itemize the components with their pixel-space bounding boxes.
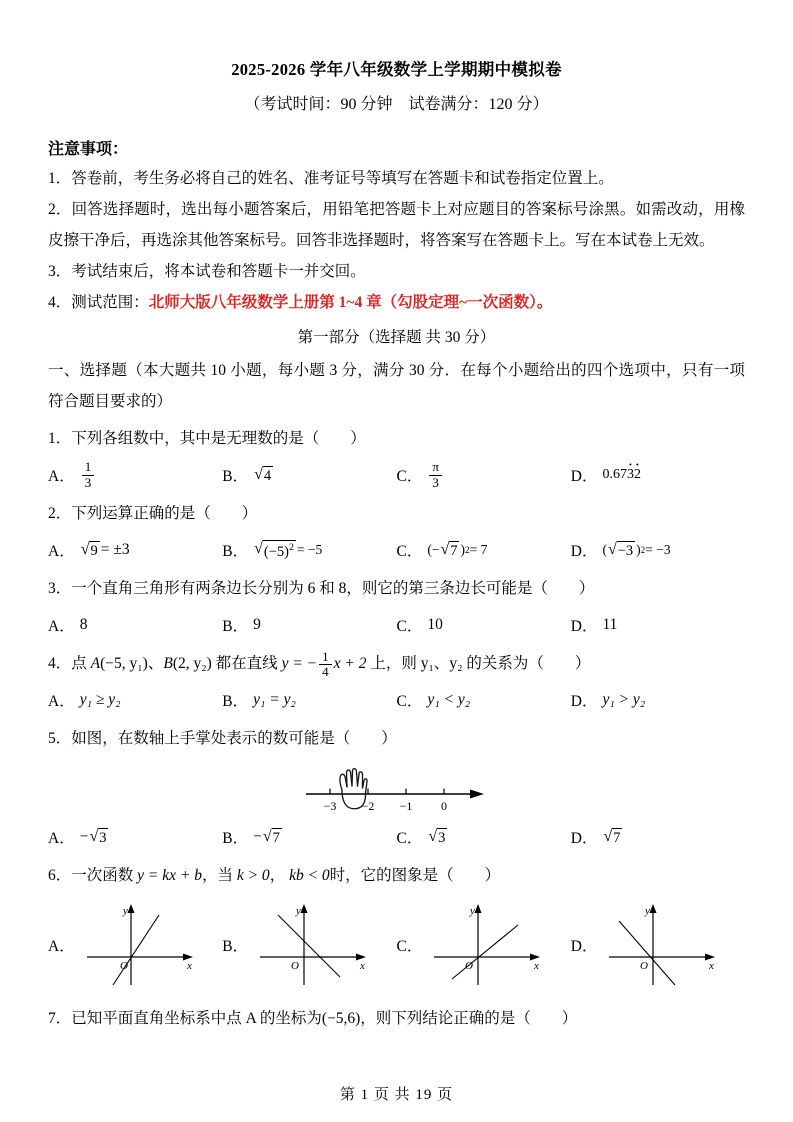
option-a-value: y₁ ≥ y₂ (79, 691, 121, 708)
y-axis-label: y (122, 905, 128, 917)
option-d-value: 11 (602, 616, 618, 633)
exam-subtitle: （考试时间：90 分钟 试卷满分：120 分） (244, 96, 549, 113)
option-d-value (602, 828, 623, 847)
option-c-label: C． (396, 693, 423, 710)
sqrt-icon: √ 3 (428, 827, 446, 846)
option-a[interactable] (48, 458, 222, 492)
option-c-label: C． (396, 618, 423, 635)
option-a[interactable] (48, 533, 222, 567)
fraction-one-fourth (319, 650, 332, 679)
repeating-digit-1: · 3 (627, 467, 634, 483)
paren-close: ) (636, 542, 641, 557)
question-3-options (48, 608, 745, 642)
fraction-denominator: 3 (432, 474, 439, 490)
option-b-value (253, 466, 274, 485)
part-one-heading: 第一部分（选择题 共 30 分） (297, 329, 496, 346)
sqrt-argument: 7 (613, 829, 621, 846)
point-b-name: B (163, 655, 173, 672)
notices-list (48, 163, 745, 318)
option-b-label: B． (222, 830, 249, 847)
question-6-stem-part-3: ， (269, 867, 286, 884)
option-d-label: D． (570, 618, 598, 635)
question-4-options (48, 683, 745, 717)
expression-tail: = 7 (469, 542, 488, 557)
sqrt-icon: √ 3 (89, 827, 107, 846)
option-a[interactable] (48, 899, 222, 991)
option-c-label: C． (396, 543, 423, 560)
y-axis-label: y (645, 905, 651, 917)
option-d[interactable] (571, 683, 745, 717)
tick-label-minus1: −1 (399, 799, 412, 813)
option-c[interactable] (397, 608, 571, 642)
question-2 (48, 498, 745, 529)
page-title: 2025-2026 学年八年级数学上学期期中模拟卷 (231, 60, 562, 79)
option-a-label: A． (48, 543, 75, 560)
y-axis-label: y (470, 905, 476, 917)
option-d-label: D． (570, 468, 598, 485)
exponent: 2 (640, 545, 646, 555)
option-d-label: D． (570, 693, 598, 710)
number-line-with-hand-figure (302, 760, 492, 816)
question-1 (48, 423, 745, 454)
option-a-value (80, 460, 97, 489)
expression-tail: = −5 (296, 541, 323, 557)
option-d[interactable] (571, 458, 745, 492)
origin-label: O (119, 960, 128, 972)
option-a-label: A． (48, 693, 75, 710)
tick-label-minus3: −3 (323, 799, 336, 813)
sign: − (253, 828, 262, 845)
question-2-options (48, 533, 745, 567)
option-d-value (602, 541, 670, 560)
exponent: 2 (464, 545, 470, 555)
graph-a (79, 899, 204, 991)
question-6-equation: y = kx + b (137, 867, 202, 884)
question-7-stem: 7．已知平面直角坐标系中点 A 的坐标为(−5,6)，则下列结论正确的是（ ） (48, 1010, 578, 1027)
question-6-condition-2: kb < 0 (289, 867, 330, 884)
option-d[interactable] (571, 533, 745, 567)
graph-c (426, 899, 551, 991)
exponent: 2 (288, 541, 294, 553)
point-b-coords: (2, y₂) (172, 655, 212, 672)
question-6-stem-part-4: 时，它的图象是（ ） (329, 867, 501, 884)
option-a-label: A． (48, 830, 75, 847)
option-b-label: B． (222, 693, 249, 710)
option-c[interactable] (397, 683, 571, 717)
fraction-one-third (82, 460, 95, 489)
notices-heading: 注意事项： (48, 141, 129, 158)
question-5-stem: 5．如图，在数轴上手掌处表示的数可能是（ ） (48, 730, 397, 747)
fraction-numerator: 1 (82, 460, 95, 475)
option-d-value: y₁ > y₂ (602, 691, 646, 708)
option-c-value (427, 541, 487, 560)
sqrt-icon: √ 4 (254, 465, 272, 484)
option-c-value (427, 460, 444, 489)
sqrt-icon: √ 7 (262, 827, 280, 846)
paren-open: ( (602, 542, 607, 557)
graph-b (252, 899, 377, 991)
option-a-value (80, 541, 130, 560)
x-axis-label: x (360, 960, 365, 972)
option-c-value (427, 828, 448, 847)
sqrt-argument: 4 (263, 467, 272, 484)
option-d[interactable] (571, 899, 745, 991)
fraction-numerator: 1 (319, 650, 332, 665)
origin-label: O (640, 960, 649, 972)
expression-tail: = ±3 (100, 541, 130, 558)
option-b[interactable] (222, 899, 396, 991)
option-d-label: D． (570, 830, 598, 847)
option-c-value: 10 (427, 616, 443, 633)
paren-close: ) (460, 542, 465, 557)
option-a[interactable] (48, 820, 222, 854)
question-5-figure (48, 760, 745, 816)
option-d-label: D． (570, 543, 598, 560)
option-b[interactable] (222, 820, 396, 854)
notice-item-3: 3．考试结束后，将本试卷和答题卡一并交回。 (48, 263, 366, 280)
option-b-label: B． (222, 618, 249, 635)
tick-label-zero: 0 (440, 799, 447, 813)
sqrt-icon: √ 7 (440, 540, 458, 559)
option-b-value (253, 540, 322, 561)
x-axis-label: x (186, 960, 192, 972)
notice-item-4 (48, 287, 745, 318)
sqrt-argument: 7 (272, 829, 280, 846)
x-axis-label: x (709, 960, 715, 972)
sqrt-argument: 3 (438, 829, 446, 846)
repeating-digit-2: · 2 (634, 467, 641, 483)
question-1-stem: 1．下列各组数中，其中是无理数的是（ ） (48, 430, 366, 447)
point-a-coords: (−5, y₁) (100, 655, 148, 672)
option-b[interactable] (222, 458, 396, 492)
option-c[interactable] (397, 458, 571, 492)
option-b-value (253, 828, 283, 847)
option-c[interactable] (397, 533, 571, 567)
expression-tail: = −3 (645, 542, 671, 557)
question-5-options (48, 820, 745, 854)
option-c-label: C． (396, 468, 423, 485)
fraction-denominator: 3 (84, 474, 92, 490)
question-6 (48, 860, 745, 891)
option-c-value: y₁ < y₂ (427, 691, 471, 708)
option-a-label: A． (48, 618, 75, 635)
sqrt-argument: 3 (99, 829, 107, 846)
option-d[interactable] (571, 608, 745, 642)
question-3-stem: 3．一个直角三角形有两条边长分别为 6 和 8，则它的第三条边长可能是（ ） (48, 580, 595, 597)
question-6-stem-part-2: ，当 (201, 867, 233, 884)
question-4-stem-part-2: 都在直线 (215, 655, 278, 672)
sqrt-argument: 9 (90, 542, 98, 559)
fraction-numerator: π (429, 460, 442, 475)
option-c-label: C． (396, 938, 423, 955)
test-range-value: 北师大版八年级数学上册第 1~4 章（勾股定理~一次函数）。 (148, 294, 553, 311)
option-c[interactable] (397, 899, 571, 991)
point-a-name: A (90, 655, 101, 672)
notice-item-2: 2．回答选择题时，选出每小题答案后，用铅笔把答题卡上对应题目的答案标号涂黑。如需改动，用橡皮擦干净后，再选涂其他答案标号。回答非选择题时，将答案写在答题卡上。写在本试卷上无效。 (48, 201, 745, 249)
sqrt-icon: √ 9 (80, 540, 98, 559)
fraction-pi-over-three (429, 460, 442, 489)
question-1-options (48, 458, 745, 492)
sqrt-argument: 7 (450, 542, 458, 559)
option-a-value: 8 (79, 616, 88, 633)
option-a[interactable] (48, 683, 222, 717)
option-b-label: B． (222, 938, 249, 955)
separator: 、 (147, 655, 164, 672)
section-intro: 一、选择题（本大题共 10 小题，每小题 3 分，满分 30 分．在每个小题给出的四个选项中，只有一项符合题目要求的） (48, 362, 745, 410)
option-c[interactable] (397, 820, 571, 854)
question-3 (48, 573, 745, 604)
option-a-label: A． (48, 938, 75, 955)
origin-label: O (465, 960, 474, 972)
option-b[interactable] (222, 608, 396, 642)
question-4-stem-part-3: 上，则 y₁、y₂ 的关系为（ ） (370, 655, 591, 672)
decimal-lead: 0.67 (602, 467, 627, 482)
option-a-label: A． (48, 468, 75, 485)
question-5 (48, 723, 745, 754)
test-range-prefix: 4．测试范围： (48, 294, 149, 311)
option-d[interactable] (571, 820, 745, 854)
sqrt-icon: √ −3 (607, 540, 634, 559)
notice-item-1: 1．答卷前，考生务必将自己的姓名、准考证号等填写在答题卡和试卷指定位置上。 (48, 170, 614, 187)
equation-tail: x + 2 (333, 655, 367, 672)
option-b-value: y₁ = y₂ (253, 691, 296, 708)
sign: − (79, 828, 89, 845)
option-d-value (602, 467, 641, 483)
question-7 (48, 1003, 745, 1034)
fraction-denominator: 4 (322, 663, 329, 679)
question-6-stem-part-1: 6．一次函数 (48, 867, 134, 884)
origin-label: O (291, 960, 300, 972)
option-c-label: C． (396, 830, 423, 847)
option-b-label: B． (222, 543, 249, 560)
page-footer: 第 1 页 共 19 页 (339, 1087, 454, 1103)
paren-open: (− (427, 542, 440, 557)
sqrt-icon: √ 7 (603, 827, 621, 846)
option-d-label: D． (570, 938, 598, 955)
graph-d (601, 899, 726, 991)
question-6-options (48, 899, 745, 991)
option-b[interactable] (222, 683, 396, 717)
x-axis-label: x (534, 960, 540, 972)
sqrt-argument: $(-5)^2$ (263, 541, 294, 560)
question-4-stem-part-1: 4．点 (48, 655, 87, 672)
equation-lead: y = − (281, 655, 318, 672)
question-2-stem: 2．下列运算正确的是（ ） (48, 505, 258, 522)
option-b-label: B． (222, 468, 249, 485)
option-b-value: 9 (253, 616, 261, 633)
question-6-condition-1: k > 0 (236, 867, 270, 884)
option-a-value (80, 828, 110, 847)
option-b[interactable] (222, 533, 396, 567)
sqrt-argument: −3 (617, 542, 634, 559)
tick-label-minus2: −2 (361, 799, 374, 813)
y-axis-label: y (296, 905, 301, 917)
option-a[interactable] (48, 608, 222, 642)
sqrt-icon: √ $(-5)^2$ (254, 539, 294, 560)
question-4 (48, 648, 745, 679)
